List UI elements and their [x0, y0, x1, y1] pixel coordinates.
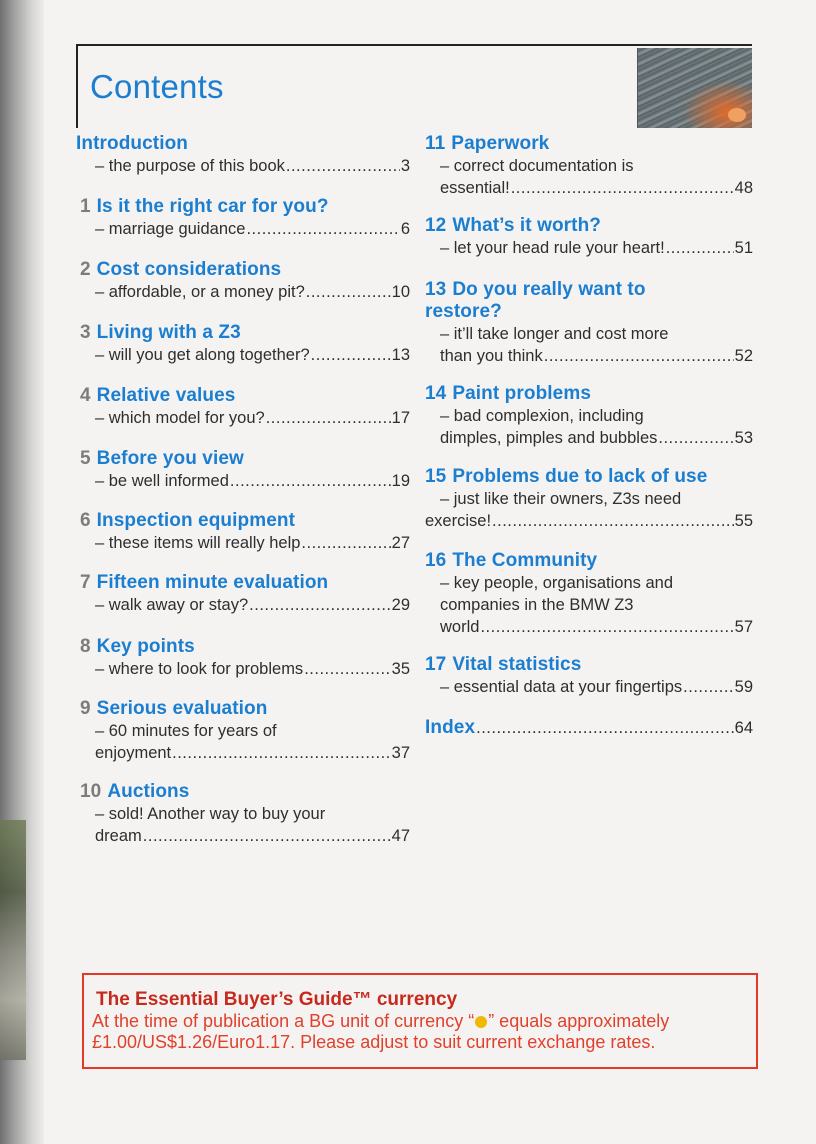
currency-text-after: ” equals approximately £1.00/US$1.26/Euro1.17. Please adjust to suit current exchange rates.: [92, 1011, 670, 1052]
toc-number: 3: [80, 322, 91, 343]
toc-page-number: 57: [734, 618, 753, 636]
toc-subtitle: – essential data at your fingertips: [440, 678, 683, 696]
toc-heading[interactable]: Before you view: [96, 448, 244, 469]
currency-note-box: [82, 973, 758, 1069]
toc-entry-11[interactable]: [425, 133, 753, 199]
toc-number: 5: [80, 448, 91, 469]
toc-number: 15: [425, 466, 447, 487]
toc-number: 7: [80, 572, 91, 593]
toc-page-number: 10: [391, 283, 410, 301]
toc-entry-2[interactable]: [80, 259, 410, 303]
leader-dots: [492, 511, 734, 532]
headlight-detail: [728, 108, 746, 122]
toc-heading[interactable]: Relative values: [96, 385, 236, 406]
toc-page-number: 35: [391, 660, 410, 678]
toc-entry-8[interactable]: [80, 636, 410, 680]
leader-dots: [172, 743, 391, 764]
toc-number: 10: [80, 781, 102, 802]
leader-dots: [301, 533, 390, 554]
toc-subtitle-cont: exercise!: [425, 512, 492, 530]
toc-heading[interactable]: Problems due to lack of use: [452, 466, 708, 487]
toc-entry-3[interactable]: [80, 322, 410, 366]
leader-dots: [143, 826, 391, 847]
toc-heading[interactable]: Do you really want to: [452, 279, 646, 300]
toc-number: 2: [80, 259, 91, 280]
toc-heading[interactable]: Cost considerations: [96, 259, 282, 280]
toc-entry-12[interactable]: [425, 215, 753, 259]
toc-subtitle: – affordable, or a money pit?: [95, 283, 305, 301]
toc-page-number: 29: [391, 596, 410, 614]
leader-dots: [304, 659, 390, 680]
toc-subtitle: – marriage guidance: [95, 220, 246, 238]
toc-subtitle: – bad complexion, including: [440, 407, 644, 425]
toc-page-number: 64: [734, 719, 753, 737]
toc-subtitle: – key people, organisations and: [440, 574, 673, 592]
toc-entry-4[interactable]: [80, 385, 410, 429]
toc-page-number: 17: [391, 409, 410, 427]
toc-subtitle-cont: world: [440, 618, 480, 636]
toc-page-number: 19: [391, 472, 410, 490]
toc-entry-6[interactable]: [80, 510, 410, 554]
title-frame: [76, 44, 752, 128]
leader-dots: [511, 178, 734, 199]
leader-dots: [249, 595, 390, 616]
toc-subtitle: – where to look for problems: [95, 660, 304, 678]
leader-dots: [544, 346, 734, 367]
toc-subtitle-cont: companies in the BMW Z3: [440, 596, 634, 614]
toc-heading[interactable]: Serious evaluation: [96, 698, 268, 719]
toc-heading[interactable]: Inspection equipment: [96, 510, 296, 531]
leader-dots: [246, 219, 399, 240]
toc-subtitle: – walk away or stay?: [95, 596, 249, 614]
leader-dots: [266, 408, 391, 429]
toc-entry-16[interactable]: [425, 550, 753, 638]
toc-page-number: 53: [734, 429, 753, 447]
leader-dots: [666, 238, 734, 259]
toc-entry-introduction[interactable]: [76, 133, 410, 177]
leader-dots: [480, 617, 733, 638]
toc-number: 4: [80, 385, 91, 406]
toc-number: 13: [425, 279, 447, 300]
leader-dots: [683, 677, 733, 698]
toc-entry-7[interactable]: [80, 572, 410, 616]
toc-subtitle-cont: dream: [95, 827, 142, 845]
toc-heading[interactable]: Index: [425, 717, 476, 738]
toc-subtitle: – the purpose of this book: [95, 157, 285, 175]
toc-number: 17: [425, 654, 447, 675]
leader-dots: [286, 156, 400, 177]
toc-page-number: 59: [734, 678, 753, 696]
toc-entry-17[interactable]: [425, 654, 753, 698]
toc-subtitle-cont: enjoyment: [95, 744, 172, 762]
toc-page-number: 3: [400, 157, 410, 175]
toc-subtitle: – these items will really help: [95, 534, 301, 552]
toc-entry-10[interactable]: [80, 781, 410, 847]
currency-note-title: The Essential Buyer’s Guide™ currency: [96, 989, 458, 1010]
coin-icon: [475, 1016, 487, 1028]
leader-dots: [476, 719, 734, 738]
currency-note-text: [92, 1011, 750, 1053]
toc-subtitle: – be well informed: [95, 472, 229, 490]
toc-subtitle-cont: than you think: [440, 347, 543, 365]
toc-number: 8: [80, 636, 91, 657]
toc-subtitle: – sold! Another way to buy your: [95, 805, 326, 823]
car-photo-thumbnail: [637, 48, 752, 128]
toc-number: 16: [425, 550, 447, 571]
toc-page-number: 37: [391, 744, 410, 762]
toc-heading[interactable]: The Community: [452, 550, 598, 571]
toc-subtitle: – let your head rule your heart!: [440, 239, 665, 257]
toc-subtitle: – 60 minutes for years of: [95, 722, 277, 740]
toc-number: 11: [425, 133, 446, 154]
toc-heading[interactable]: Is it the right car for you?: [96, 196, 329, 217]
toc-entry-14[interactable]: [425, 383, 753, 449]
toc-number: 14: [425, 383, 447, 404]
page-title: Contents: [90, 68, 224, 105]
toc-heading[interactable]: Living with a Z3: [96, 322, 241, 343]
toc-number: 12: [425, 215, 447, 236]
toc-number: 6: [80, 510, 91, 531]
toc-page-number: 27: [391, 534, 410, 552]
toc-heading[interactable]: Paint problems: [452, 383, 591, 404]
toc-subtitle-cont: dimples, pimples and bubbles: [440, 429, 658, 447]
toc-entry-index[interactable]: [425, 717, 753, 739]
toc-entry-13[interactable]: [425, 279, 753, 367]
toc-subtitle: – just like their owners, Z3s need: [440, 490, 682, 508]
toc-subtitle: – correct documentation is: [440, 157, 634, 175]
toc-subtitle: – it’ll take longer and cost more: [440, 325, 669, 343]
toc-heading[interactable]: Fifteen minute evaluation: [96, 572, 329, 593]
leader-dots: [311, 345, 391, 366]
toc-page-number: 51: [734, 239, 753, 257]
leader-dots: [658, 428, 733, 449]
toc-subtitle-cont: essential!: [440, 179, 510, 197]
leader-dots: [230, 471, 391, 492]
toc-page-number: 55: [734, 512, 753, 530]
toc-page-number: 13: [391, 346, 410, 364]
toc-page-number: 6: [400, 220, 410, 238]
toc-entry-1[interactable]: [80, 196, 410, 240]
toc-entry-9[interactable]: [80, 698, 410, 764]
toc-heading[interactable]: Auctions: [107, 781, 190, 802]
facing-page-photo-edge: [0, 820, 26, 1060]
toc-heading[interactable]: What’s it worth?: [452, 215, 601, 236]
toc-page-number: 52: [734, 347, 753, 365]
toc-number: 1: [80, 196, 91, 217]
toc-entry-5[interactable]: [80, 448, 410, 492]
toc-heading-cont[interactable]: restore?: [425, 301, 502, 322]
toc-page-number: 47: [391, 827, 410, 845]
toc-heading[interactable]: Vital statistics: [452, 654, 582, 675]
toc-page-number: 48: [734, 179, 753, 197]
toc-heading[interactable]: Paperwork: [451, 133, 550, 154]
toc-heading[interactable]: Introduction: [76, 133, 189, 154]
toc-subtitle: – which model for you?: [95, 409, 265, 427]
toc-number: 9: [80, 698, 91, 719]
toc-entry-15[interactable]: [425, 466, 753, 532]
leader-dots: [306, 282, 391, 303]
toc-heading[interactable]: Key points: [96, 636, 195, 657]
toc-subtitle: – will you get along together?: [95, 346, 310, 364]
currency-text-before: At the time of publication a BG unit of currency “: [92, 1011, 475, 1031]
